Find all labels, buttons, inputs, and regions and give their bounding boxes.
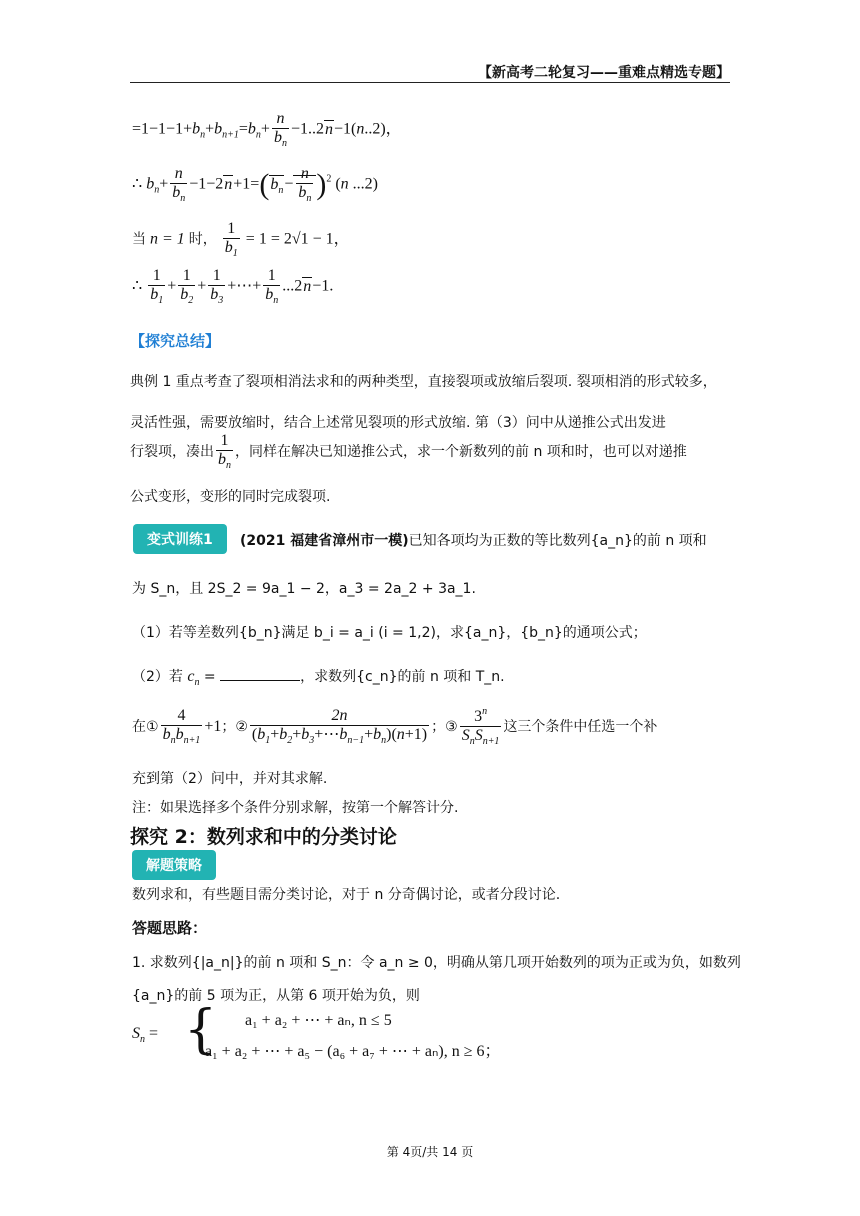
piecewise-lhs: $S_n$ =	[132, 1025, 159, 1045]
summary-paragraph-2: 行裂项，凑出 $\frac{1}{b_n}$ ，同样在解决已知递推公式，求一个新数列的前 n 项和时，也可以对递推	[130, 432, 687, 472]
exercise-stem-2: 为 S_n，且 2S_2 = 9a_1 − 2，a_3 = 2a_2 + 3a_1.	[132, 581, 476, 597]
exercise-question-2: （2）若 $c_n$ = ，求数列{c_n}的前 n 项和 T_n.	[132, 668, 505, 688]
exercise-note: 注：如果选择多个条件分别求解，按第一个解答计分.	[132, 800, 459, 816]
derivation-line-3: 当 n = 1 时， $\frac{1}{b_1}$ = 1 = 2√1 − 1，	[132, 220, 350, 260]
exercise-conditions-2: 充到第（2）问中，并对其求解.	[132, 771, 328, 787]
page-footer: 第 4页/共 14 页	[386, 1145, 474, 1159]
header-rule	[130, 82, 730, 83]
idea-1-line-2: {a_n}的前 5 项为正，从第 6 项开始为负，则	[132, 988, 420, 1004]
strategy-tag: 解题策略	[132, 850, 216, 880]
exercise-conditions: 在① 4 $b_nb_{n+1}$ +1；② $\frac{2n}{(b_1+b_2+b_3+\cdots b_{n-1}+b_n)(n+1)}$ ；③ 3$^n$ $S_nS_{n+1}$ 这三个条件中任选一个补	[132, 706, 658, 748]
section-2-title: 探究 2：数列求和中的分类讨论	[130, 826, 397, 848]
answer-blank	[220, 668, 300, 681]
derivation-line-4: ∴ $\frac{1}{b_1}$ + $\frac{1}{b_2}$ + $\frac{1}{b_3}$ +⋯+ $\frac{1}{b_n}$ ...2n−1.	[132, 267, 334, 307]
summary-heading: 【探究总结】	[130, 332, 221, 350]
idea-1-line-1: 1. 求数列{|a_n|}的前 n 项和 S_n：令 a_n ≥ 0，明确从第几项开始数列的项为正或为负，如数列	[132, 955, 741, 971]
piecewise-brace: {	[184, 1000, 218, 1060]
derivation-line-1: $=1-1-1+b_n+b_{n+1}=b_n+$ $\frac{n}{b_n}$ −1..2n−1(n..2)，	[132, 110, 402, 150]
page-header: 【新高考二轮复习——重难点精选专题】	[478, 65, 730, 81]
exercise-stem: (2021 福建省漳州市一模)已知各项均为正数的等比数列{a_n}的前 n 项和	[240, 533, 707, 549]
piecewise-case-2: a₁ + a₂ + ⋯ + a₅ − (a₆ + a₇ + ⋯ + aₙ), n ≥ 6；	[205, 1043, 501, 1060]
exercise-question-1: （1）若等差数列{b_n}满足 b_i = a_i (i = 1,2)，求{a_n}，{b_n}的通项公式；	[132, 625, 647, 641]
strategy-text: 数列求和，有些题目需分类讨论，对于 n 分奇偶讨论，或者分段讨论.	[132, 887, 561, 903]
summary-paragraph-1: 典例 1 重点考查了裂项相消法求和的两种类型，直接裂项或放缩后裂项. 裂项相消的形式较多，灵活性强，需要放缩时，结合上述常见裂项的形式放缩. 第（3）问中从递推公式出发进	[130, 374, 717, 431]
ideas-heading: 答题思路：	[132, 919, 208, 937]
summary-paragraph-3: 公式变形，变形的同时完成裂项.	[130, 489, 331, 505]
exercise-tag: 变式训练1	[133, 524, 227, 554]
exercise-source: (2021 福建省漳州市一模)	[240, 533, 409, 549]
piecewise-case-1: a₁ + a₂ + ⋯ + aₙ, n ≤ 5	[245, 1012, 392, 1029]
derivation-line-2: ∴ $b_n+$ $\frac{n}{b_n}$ $-1-2n+1=(b_n-$ $\frac{n}{b_n}$ )$^2$ (n ...2)	[132, 165, 378, 205]
